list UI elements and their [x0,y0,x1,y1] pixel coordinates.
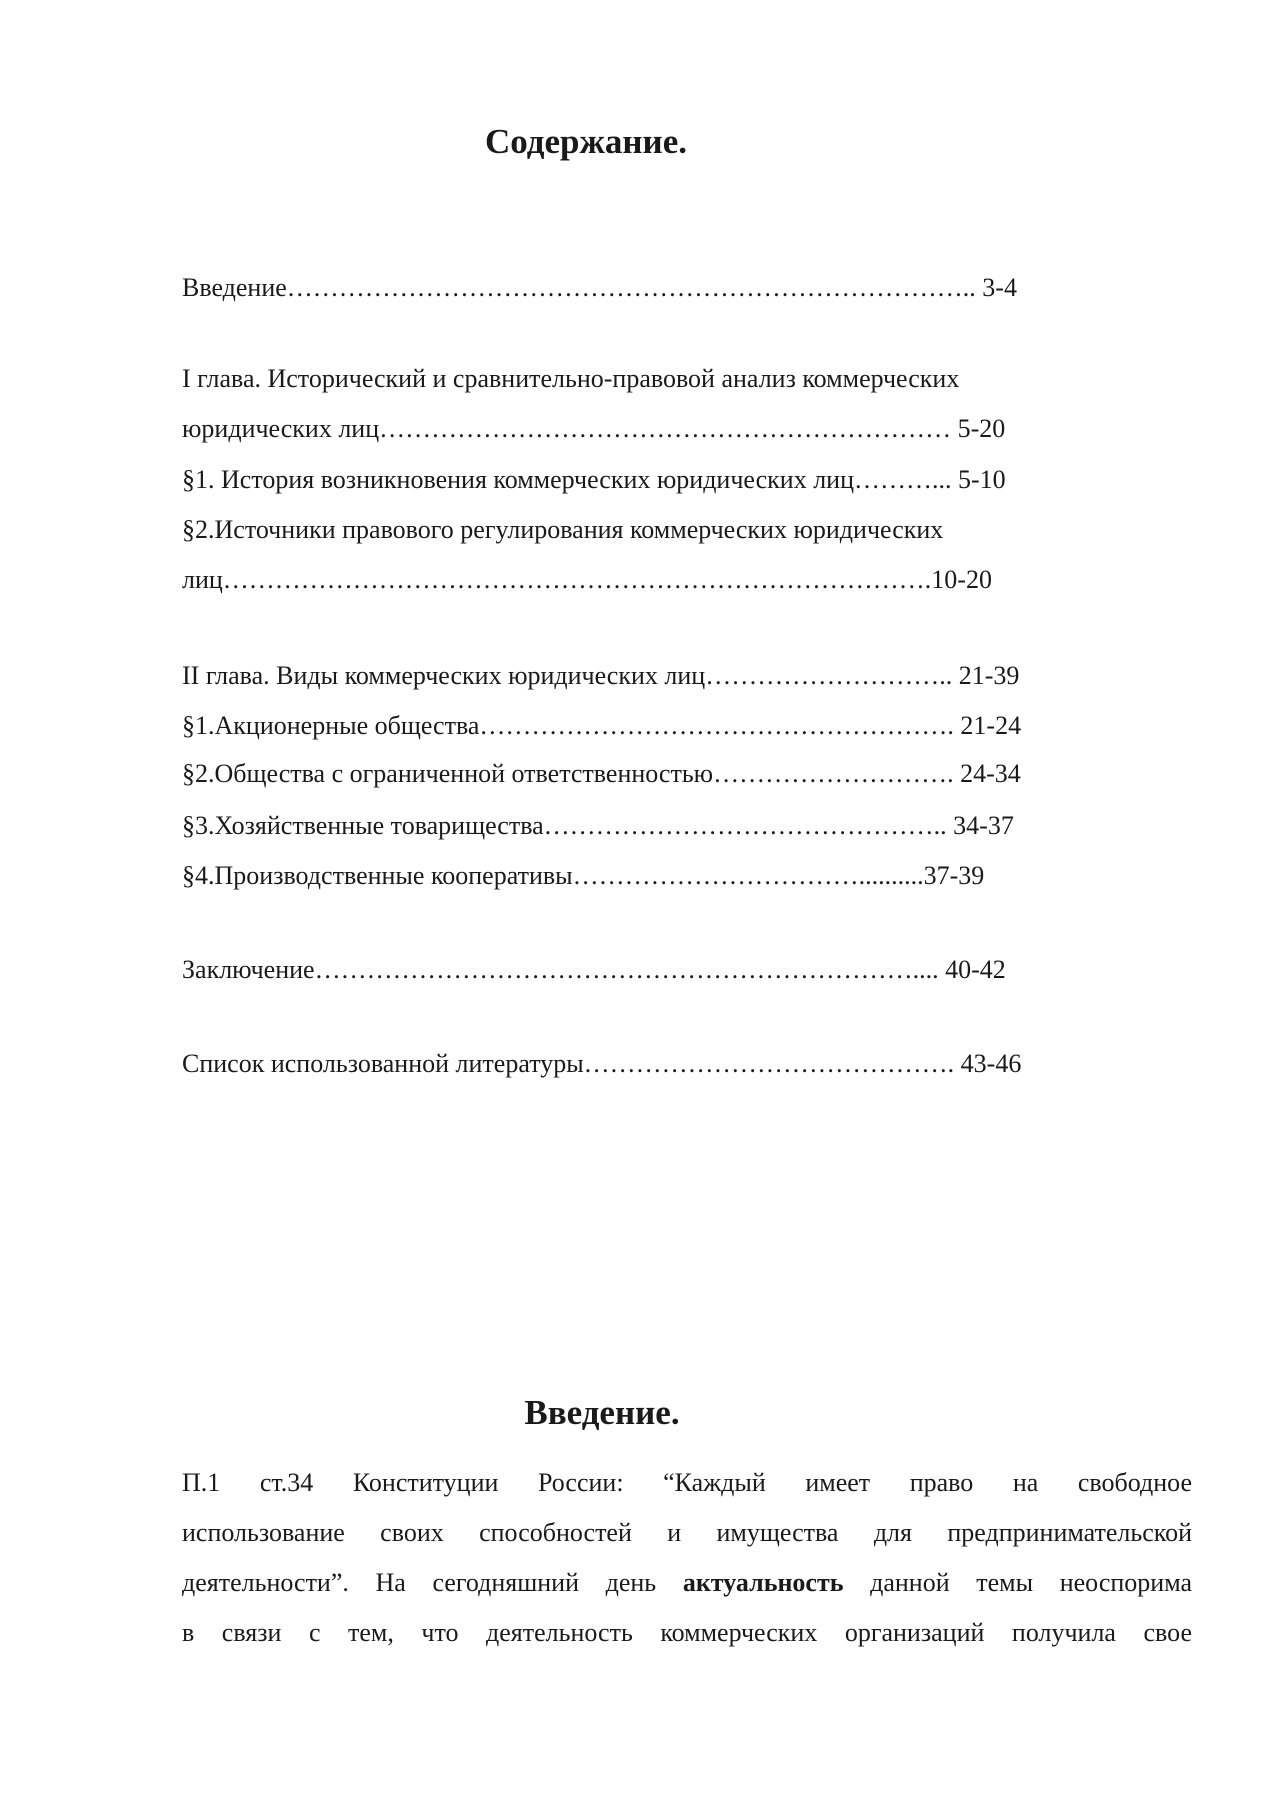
toc-entry-ch1-section-1: §1. История возникновения коммерческих юридических лиц………... 5-10 [182,465,1006,494]
intro-line-2: использование своих способностей и имущества для предпринимательской [182,1518,1192,1547]
intro-line-4: в связи с тем, что деятельность коммерческих организаций получила свое [182,1618,1192,1647]
intro-line-3 [182,1558,1192,1608]
intro-line-1: П.1 ст.34 Конституции России: “Каждый имеет право на свободное [182,1468,1192,1497]
toc-entry-ch2-section-2: §2.Общества с ограниченной ответственностью………………………. 24-34 [182,759,1021,788]
intro-line-3-start: деятельности”. На сегодняшний день [182,1568,683,1597]
intro-paragraph [182,1458,1192,1658]
intro-keyword-relevance: актуальность [682,1568,844,1597]
toc-entry-conclusion: Заключение…………………………………………………………….... 40-42 [182,955,1006,984]
toc-entry-introduction: Введение…………………………………………………………………….. 3-4 [182,273,1017,302]
intro-line-3-end: данной темы неоспорима [843,1568,1193,1597]
toc-entry-chapter-1-line-2: юридических лиц………………………………………………………… 5-20 [182,414,1006,443]
toc-entry-ch1-section-2-line-1: §2.Источники правового регулирования коммерческих юридических [182,515,944,544]
toc-entry-ch2-section-4: §4.Производственные кооперативы……………………………..........37-39 [182,861,985,890]
toc-entry-ch2-section-3: §3.Хозяйственные товарищества……………………………………….. 34-37 [182,811,1014,840]
intro-title: Введение. [524,1393,680,1432]
toc-entry-bibliography: Список использованной литературы……………………………………. 43-46 [182,1049,1022,1078]
toc-entry-chapter-2: II глава. Виды коммерческих юридических лиц……………………….. 21-39 [182,661,1020,690]
toc-title: Содержание. [485,122,687,161]
toc-entry-ch2-section-1: §1.Акционерные общества………………………………………………. 21-24 [182,711,1022,740]
toc-entry-chapter-1-line-1: I глава. Исторический и сравнительно-правовой анализ коммерческих [182,364,960,393]
toc-entry-ch1-section-2-line-2: лиц……………………………………………………………………….10-20 [182,565,992,594]
